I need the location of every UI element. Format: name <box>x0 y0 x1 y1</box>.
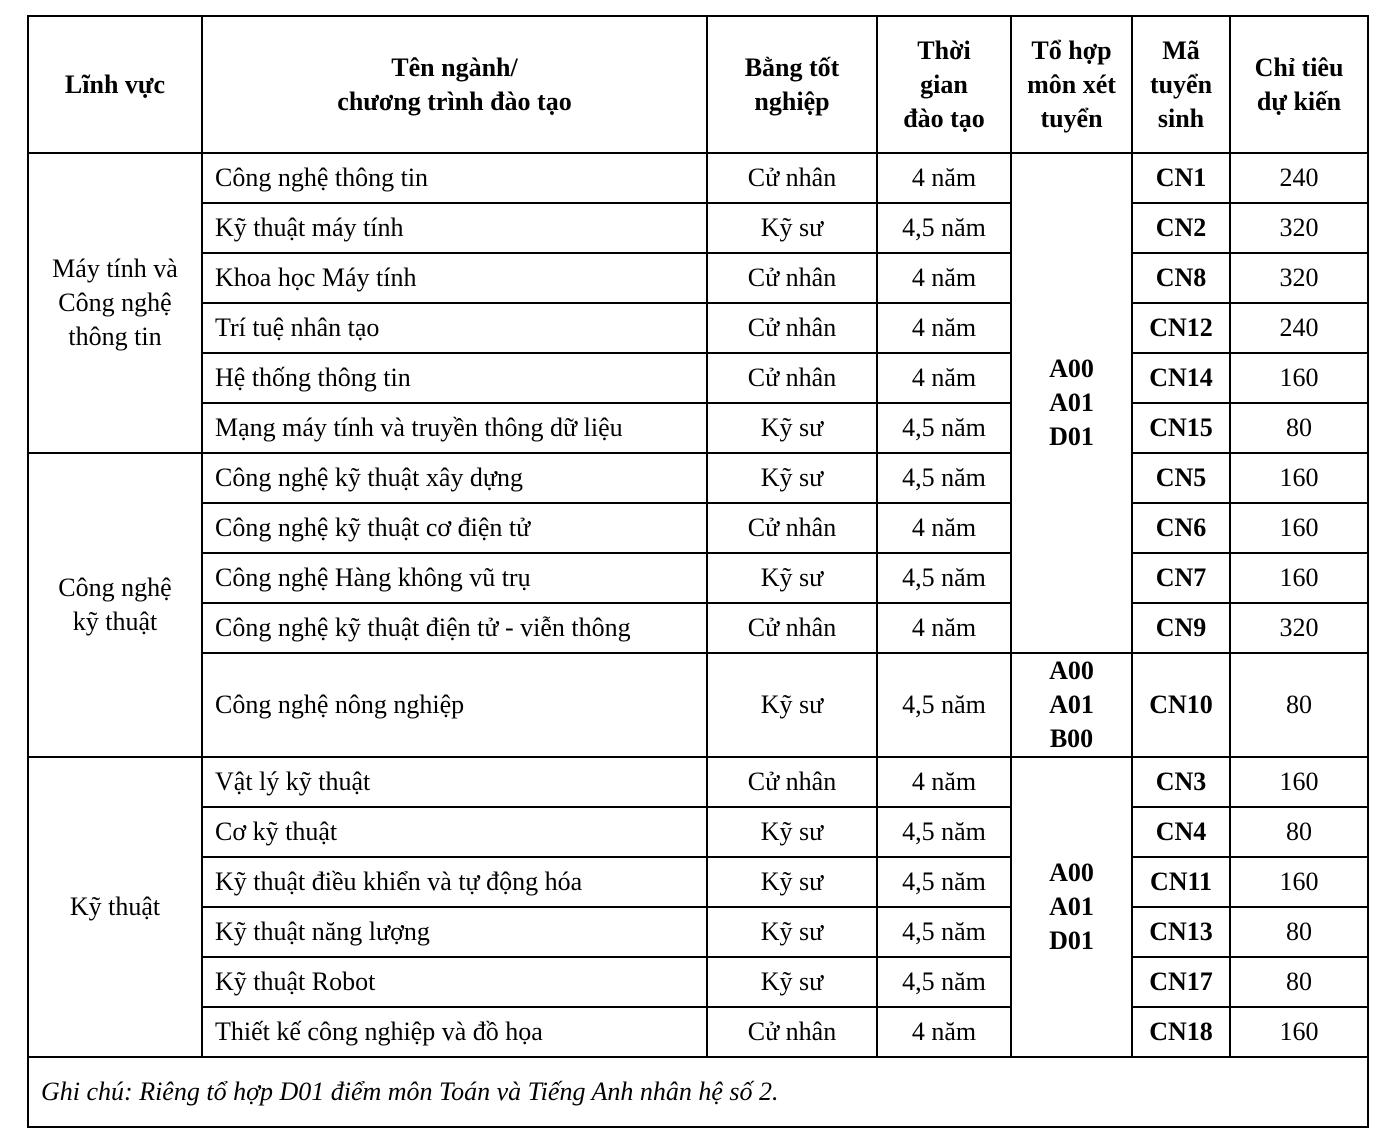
degree: Kỹ sư <box>707 653 877 757</box>
program-name: Vật lý kỹ thuật <box>202 757 707 807</box>
duration: 4,5 năm <box>877 453 1011 503</box>
quota: 160 <box>1230 503 1368 553</box>
header-combo: Tổ hợp môn xét tuyển <box>1011 16 1132 153</box>
quota: 80 <box>1230 653 1368 757</box>
table-row <box>28 807 1368 857</box>
program-name: Kỹ thuật Robot <box>202 957 707 1007</box>
program-name: Trí tuệ nhân tạo <box>202 303 707 353</box>
degree: Kỹ sư <box>707 453 877 503</box>
program-name: Kỹ thuật máy tính <box>202 203 707 253</box>
subject-combo: A00 A01 D01 <box>1011 757 1132 1057</box>
table-row <box>28 353 1368 403</box>
note-row <box>28 1057 1368 1127</box>
admission-code: CN6 <box>1132 503 1230 553</box>
admission-code: CN12 <box>1132 303 1230 353</box>
admission-code: CN8 <box>1132 253 1230 303</box>
table-row <box>28 403 1368 453</box>
header-program: Tên ngành/ chương trình đào tạo <box>202 16 707 153</box>
admission-code: CN3 <box>1132 757 1230 807</box>
admission-code: CN5 <box>1132 453 1230 503</box>
duration: 4,5 năm <box>877 403 1011 453</box>
subject-combo: A00 A01 B00 <box>1011 653 1132 757</box>
degree: Cử nhân <box>707 1007 877 1057</box>
quota: 80 <box>1230 907 1368 957</box>
table-row <box>28 653 1368 757</box>
degree: Cử nhân <box>707 153 877 203</box>
table-row <box>28 603 1368 653</box>
duration: 4 năm <box>877 153 1011 203</box>
degree: Kỹ sư <box>707 553 877 603</box>
table-row <box>28 153 1368 203</box>
degree: Cử nhân <box>707 603 877 653</box>
duration: 4 năm <box>877 1007 1011 1057</box>
program-name: Mạng máy tính và truyền thông dữ liệu <box>202 403 707 453</box>
program-name: Công nghệ Hàng không vũ trụ <box>202 553 707 603</box>
program-name: Kỹ thuật năng lượng <box>202 907 707 957</box>
program-name: Công nghệ kỹ thuật xây dựng <box>202 453 707 503</box>
quota: 320 <box>1230 203 1368 253</box>
table-row <box>28 553 1368 603</box>
admission-code: CN17 <box>1132 957 1230 1007</box>
table-row <box>28 957 1368 1007</box>
duration: 4 năm <box>877 757 1011 807</box>
degree: Kỹ sư <box>707 957 877 1007</box>
degree: Cử nhân <box>707 303 877 353</box>
table-row <box>28 907 1368 957</box>
quota: 240 <box>1230 153 1368 203</box>
quota: 160 <box>1230 757 1368 807</box>
quota: 320 <box>1230 253 1368 303</box>
degree: Kỹ sư <box>707 203 877 253</box>
header-code: Mã tuyển sinh <box>1132 16 1230 153</box>
program-name: Công nghệ nông nghiệp <box>202 653 707 757</box>
program-name: Công nghệ kỹ thuật điện tử - viễn thông <box>202 603 707 653</box>
quota: 240 <box>1230 303 1368 353</box>
program-name: Khoa học Máy tính <box>202 253 707 303</box>
program-name: Kỹ thuật điều khiển và tự động hóa <box>202 857 707 907</box>
quota: 80 <box>1230 807 1368 857</box>
program-name: Công nghệ thông tin <box>202 153 707 203</box>
table-row <box>28 757 1368 807</box>
quota: 160 <box>1230 553 1368 603</box>
degree: Cử nhân <box>707 253 877 303</box>
admission-code: CN18 <box>1132 1007 1230 1057</box>
table-row <box>28 503 1368 553</box>
admission-code: CN1 <box>1132 153 1230 203</box>
header-degree: Bằng tốt nghiệp <box>707 16 877 153</box>
duration: 4,5 năm <box>877 957 1011 1007</box>
field-tech: Công nghệ kỹ thuật <box>28 453 202 757</box>
admission-code: CN10 <box>1132 653 1230 757</box>
program-name: Hệ thống thông tin <box>202 353 707 403</box>
table-row <box>28 303 1368 353</box>
admission-code: CN7 <box>1132 553 1230 603</box>
duration: 4,5 năm <box>877 807 1011 857</box>
header-quota: Chỉ tiêu dự kiến <box>1230 16 1368 153</box>
duration: 4 năm <box>877 603 1011 653</box>
duration: 4,5 năm <box>877 907 1011 957</box>
degree: Kỹ sư <box>707 807 877 857</box>
table-row <box>28 203 1368 253</box>
field-eng: Kỹ thuật <box>28 757 202 1057</box>
degree: Cử nhân <box>707 353 877 403</box>
admission-code: CN13 <box>1132 907 1230 957</box>
field-it: Máy tính và Công nghệ thông tin <box>28 153 202 453</box>
admission-code: CN2 <box>1132 203 1230 253</box>
duration: 4 năm <box>877 253 1011 303</box>
admissions-table <box>27 15 1369 1128</box>
quota: 320 <box>1230 603 1368 653</box>
duration: 4,5 năm <box>877 203 1011 253</box>
quota: 160 <box>1230 857 1368 907</box>
quota: 80 <box>1230 403 1368 453</box>
duration: 4 năm <box>877 353 1011 403</box>
program-name: Công nghệ kỹ thuật cơ điện tử <box>202 503 707 553</box>
admission-code: CN14 <box>1132 353 1230 403</box>
admission-code: CN4 <box>1132 807 1230 857</box>
program-name: Thiết kế công nghiệp và đồ họa <box>202 1007 707 1057</box>
duration: 4 năm <box>877 303 1011 353</box>
degree: Kỹ sư <box>707 907 877 957</box>
footnote: Ghi chú: Riêng tổ hợp D01 điểm môn Toán và Tiếng Anh nhân hệ số 2. <box>28 1057 1368 1127</box>
table-row <box>28 857 1368 907</box>
table-row <box>28 253 1368 303</box>
subject-combo: A00 A01 D01 <box>1011 153 1132 653</box>
duration: 4,5 năm <box>877 653 1011 757</box>
table-row <box>28 453 1368 503</box>
header-duration: Thời gian đào tạo <box>877 16 1011 153</box>
quota: 80 <box>1230 957 1368 1007</box>
quota: 160 <box>1230 1007 1368 1057</box>
admission-code: CN15 <box>1132 403 1230 453</box>
header-row <box>28 16 1368 153</box>
table-row <box>28 1007 1368 1057</box>
admission-code: CN11 <box>1132 857 1230 907</box>
degree: Cử nhân <box>707 757 877 807</box>
duration: 4,5 năm <box>877 553 1011 603</box>
quota: 160 <box>1230 353 1368 403</box>
quota: 160 <box>1230 453 1368 503</box>
program-name: Cơ kỹ thuật <box>202 807 707 857</box>
duration: 4,5 năm <box>877 857 1011 907</box>
degree: Cử nhân <box>707 503 877 553</box>
degree: Kỹ sư <box>707 857 877 907</box>
degree: Kỹ sư <box>707 403 877 453</box>
duration: 4 năm <box>877 503 1011 553</box>
header-field: Lĩnh vực <box>28 16 202 153</box>
admission-code: CN9 <box>1132 603 1230 653</box>
